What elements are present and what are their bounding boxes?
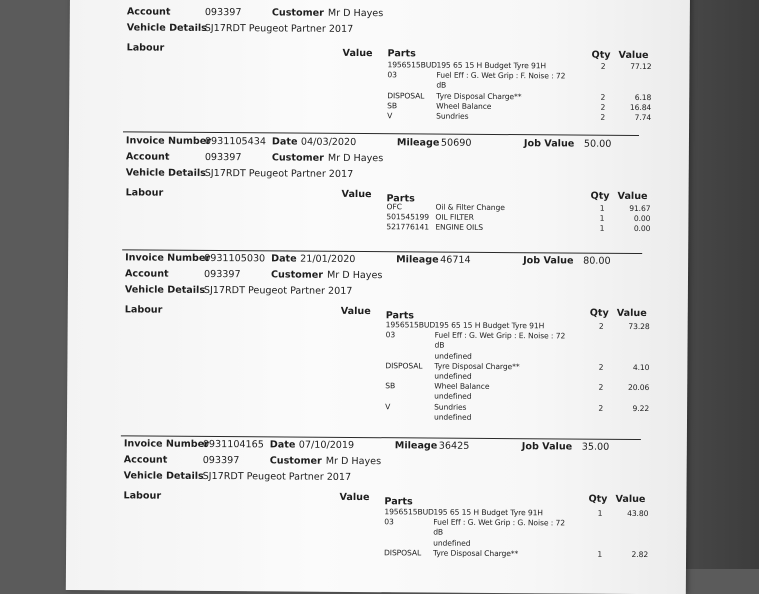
account-value: 093397 (204, 6, 242, 19)
part-qty: 1 (597, 549, 603, 559)
part-description: Wheel Balance (436, 101, 492, 111)
invoice-history-sheet (66, 0, 690, 594)
part-value: 7.74 (634, 112, 652, 123)
invoice-number-label: Invoice Number (125, 252, 211, 264)
part-value: 77.12 (630, 61, 652, 72)
mileage-value: 46714 (440, 254, 471, 266)
part-description: Fuel Eff : G. Wet Grip : G. Noise : 72 (433, 517, 566, 528)
part-description: Fuel Eff : G. Wet Grip : F. Noise : 72 (436, 70, 566, 81)
part-value: 20.06 (627, 383, 650, 393)
vehicle-details-label: Vehicle Details (124, 284, 206, 296)
date-label: Date (271, 136, 298, 148)
account-value: 093397 (203, 268, 241, 281)
part-description: dB (436, 80, 447, 91)
mileage-value: 36425 (438, 440, 470, 452)
part-description: Oil & Filter Change (435, 202, 505, 213)
labour-value-header: Value (342, 47, 373, 60)
part-qty: 1 (599, 224, 605, 234)
part-value: 73.28 (628, 321, 650, 332)
account-value: 093397 (202, 454, 240, 467)
value-header: Value (616, 307, 647, 320)
vehicle-details-value: SJ17RDT Peugeot Partner 2017 (204, 167, 354, 180)
invoice-number-label: Invoice Number (123, 438, 209, 450)
part-qty: 2 (598, 403, 604, 413)
vehicle-details-label: Vehicle Details (125, 167, 206, 179)
vehicle-details-value: SJ17RDT Peugeot Partner 2017 (202, 470, 352, 483)
part-code: 1956515BUD (385, 320, 436, 330)
part-code: DISPOSAL (385, 361, 423, 371)
part-qty: 1 (597, 508, 603, 518)
part-description: undefined (433, 538, 471, 548)
mileage-label: Mileage (396, 137, 440, 149)
part-code: 03 (387, 70, 397, 80)
customer-value: Mr D Hayes (327, 152, 384, 165)
qty-header: Qty (590, 190, 610, 202)
date-value: 04/03/2020 (300, 136, 357, 149)
part-qty: 2 (600, 92, 606, 102)
parts-label: Parts (384, 496, 413, 508)
value-header: Value (618, 49, 649, 62)
labour-value-header: Value (341, 188, 372, 201)
labour-label: Labour (124, 304, 163, 316)
mileage-value: 50690 (440, 137, 472, 149)
vehicle-details-value: SJ17RDT Peugeot Partner 2017 (204, 22, 354, 35)
vehicle-details-value: SJ17RDT Peugeot Partner 2017 (203, 284, 353, 297)
mileage-label: Mileage (394, 440, 438, 452)
job-value-value: 35.00 (581, 441, 610, 453)
job-value-label: Job Value (521, 441, 573, 453)
part-description: dB (434, 340, 445, 351)
part-description: Sundries (436, 111, 469, 121)
account-label: Account (125, 151, 170, 163)
part-code: OFC (386, 202, 402, 212)
part-qty: 1 (599, 203, 605, 213)
part-description: undefined (434, 371, 472, 381)
part-code: DISPOSAL (387, 90, 425, 101)
date-value: 07/10/2019 (298, 439, 355, 451)
part-description: Tyre Disposal Charge** (433, 548, 519, 558)
qty-header: Qty (591, 49, 611, 61)
customer-label: Customer (270, 269, 324, 281)
part-qty: 2 (600, 112, 606, 122)
part-description: undefined (433, 412, 472, 422)
labour-label: Labour (123, 490, 162, 502)
invoice-number-value: 0931105434 (204, 135, 267, 148)
part-code: 1956515BUD (384, 507, 434, 517)
job-value-value: 80.00 (583, 255, 611, 267)
date-label: Date (269, 439, 296, 451)
part-code: SB (385, 381, 396, 391)
part-qty: 2 (598, 362, 604, 372)
customer-value: Mr D Hayes (327, 7, 384, 20)
part-description: Tyre Disposal Charge** (434, 361, 520, 371)
invoice-number-label: Invoice Number (125, 135, 212, 147)
customer-label: Customer (269, 455, 322, 467)
customer-label: Customer (271, 7, 324, 19)
value-header: Value (615, 493, 646, 506)
labour-label: Labour (126, 42, 165, 54)
part-code: 501545199 (386, 212, 430, 222)
part-description: Fuel Eff : G. Wet Grip : E. Noise : 72 (434, 330, 566, 341)
part-description: ENGINE OILS (435, 222, 484, 233)
part-qty: 1 (599, 213, 605, 223)
account-label: Account (123, 454, 168, 466)
qty-header: Qty (589, 307, 609, 319)
part-value: 16.84 (629, 102, 652, 112)
part-value: 91.67 (629, 203, 651, 214)
vehicle-details-label: Vehicle Details (123, 470, 204, 482)
date-value: 21/01/2020 (300, 253, 356, 265)
part-description: undefined (434, 351, 472, 361)
labour-label: Labour (125, 187, 164, 199)
invoice-number-value: 0931105030 (204, 252, 266, 265)
part-code: V (385, 401, 391, 411)
invoice-number-value: 0931104165 (202, 438, 264, 451)
labour-value-header: Value (340, 305, 371, 318)
part-code: DISPOSAL (384, 548, 422, 558)
customer-label: Customer (271, 152, 324, 164)
part-description: undefined (434, 391, 472, 402)
part-qty: 2 (598, 321, 604, 331)
customer-value: Mr D Hayes (325, 455, 382, 468)
part-description: Sundries (434, 402, 467, 412)
part-qty: 2 (598, 382, 604, 392)
part-value: 6.18 (634, 92, 652, 102)
labour-value-header: Value (339, 491, 370, 504)
part-description: Wheel Balance (434, 381, 490, 392)
part-value: 43.80 (627, 508, 649, 519)
part-description: 195 65 15 H Budget Tyre 91H (436, 60, 547, 71)
parts-label: Parts (387, 48, 416, 60)
vehicle-details-label: Vehicle Details (126, 22, 207, 34)
part-description: OIL FILTER (435, 212, 474, 223)
job-value-label: Job Value (523, 255, 574, 267)
job-value-label: Job Value (523, 138, 575, 150)
part-code: 1956515BUD (387, 60, 437, 70)
part-value: 9.22 (632, 403, 650, 413)
date-label: Date (271, 253, 297, 265)
part-description: Tyre Disposal Charge** (436, 91, 522, 101)
part-code: 03 (385, 330, 396, 340)
part-code: 03 (384, 517, 394, 527)
part-code: 521776141 (386, 222, 429, 232)
account-value: 093397 (204, 151, 242, 164)
part-description: 195 65 15 H Budget Tyre 91H (433, 507, 543, 518)
part-value: 0.00 (633, 224, 651, 234)
account-label: Account (126, 6, 171, 18)
account-label: Account (124, 268, 169, 280)
part-qty: 2 (600, 102, 606, 112)
parts-label: Parts (385, 310, 415, 322)
part-code: V (387, 111, 393, 121)
part-value: 2.82 (631, 549, 649, 559)
parts-label: Parts (386, 193, 415, 205)
part-value: 0.00 (633, 214, 651, 224)
mileage-label: Mileage (396, 254, 439, 266)
customer-value: Mr D Hayes (326, 269, 383, 282)
part-value: 4.10 (632, 362, 650, 372)
job-value-value: 50.00 (583, 138, 612, 150)
part-description: dB (433, 527, 444, 538)
part-description: 195 65 15 H Budget Tyre 91H (434, 320, 545, 331)
part-code: SB (387, 101, 398, 111)
qty-header: Qty (588, 493, 608, 505)
part-qty: 2 (600, 61, 606, 71)
value-header: Value (617, 190, 648, 203)
